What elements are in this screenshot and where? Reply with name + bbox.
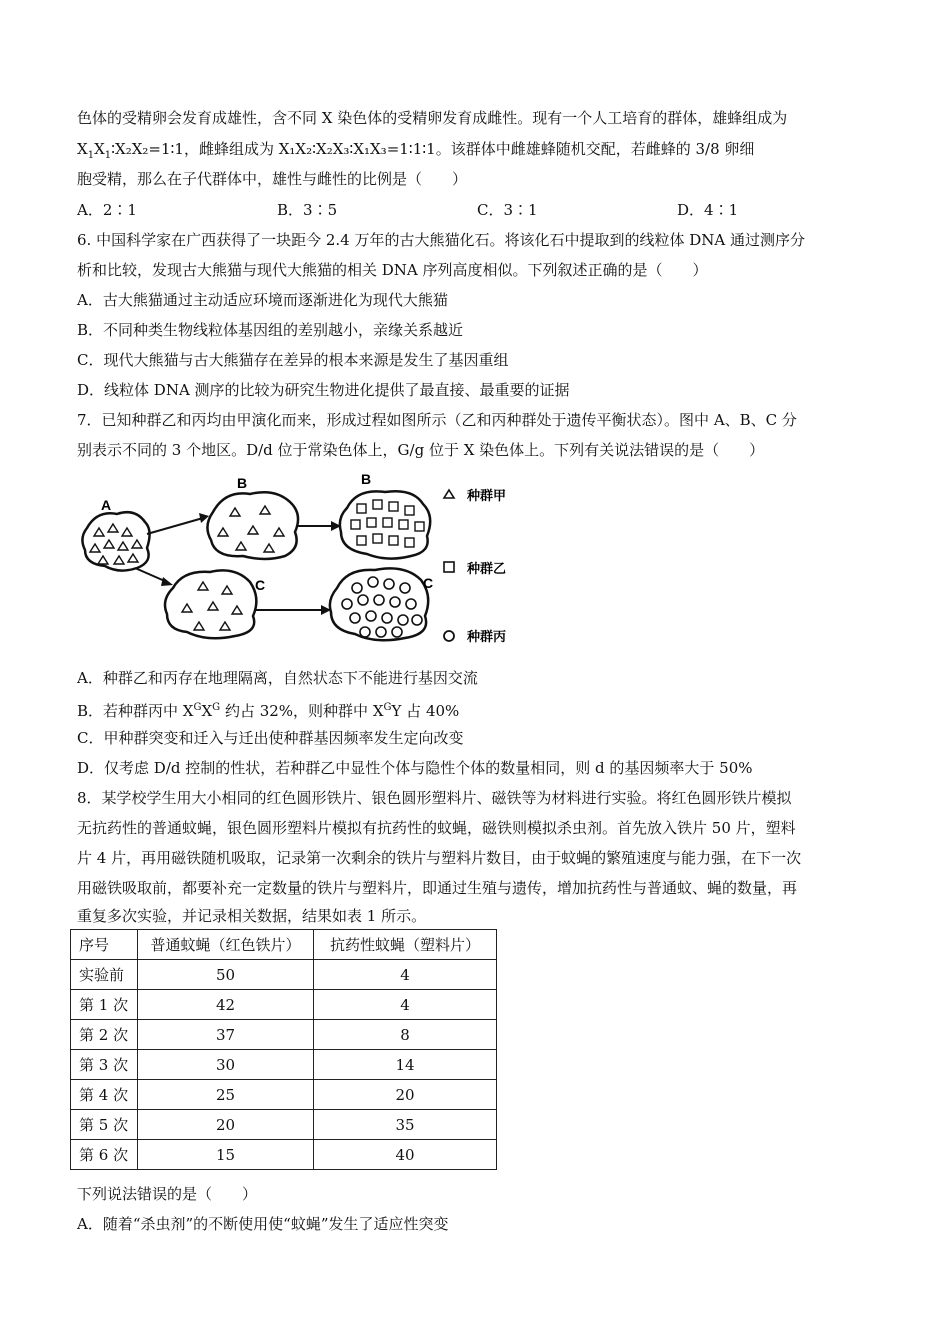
legend-population-bing: 种群丙 (467, 630, 507, 645)
table-cell: 35 (314, 1110, 497, 1140)
table-cell: 15 (138, 1140, 314, 1170)
table-row (71, 1050, 497, 1080)
q5-line-1: 色体的受精卵会发育成雄性，含不同 X 染色体的受精卵发育成雌性。现有一个人工培育的群体，雄蜂组成为 (77, 109, 788, 127)
q6-option-a: A．古大熊猫通过主动适应环境而逐渐进化为现代大熊猫 (77, 291, 448, 309)
table-header-row (71, 930, 497, 960)
q6-stem-line-2: 析和比较，发现古大熊猫与现代大熊猫的相关 DNA 序列高度相似。下列叙述正确的是（ ） (77, 261, 708, 279)
q7-stem-line-2: 别表示不同的 3 个地区。D/d 位于常染色体上，G/g 位于 X 染色体上。下列有关说法错误的是（ ） (77, 441, 765, 459)
label-b2: B (361, 471, 372, 487)
table-cell: 14 (314, 1050, 497, 1080)
table-cell: 第 2 次 (71, 1020, 138, 1050)
table-cell: 第 5 次 (71, 1110, 138, 1140)
legend-population-jia: 种群甲 (467, 489, 507, 504)
label-a: A (101, 497, 112, 513)
experiment-results-table (70, 929, 497, 1170)
region-c-blob (165, 570, 256, 638)
q7-option-d: D．仅考虑 D/d 控制的性状，若种群乙中显性个体与隐性个体的数量相同，则 d 的基因频率大于 50% (77, 759, 753, 777)
q5-line-2: $X_1X_1∶X_2X_2=1∶1$，雌蜂组成为 X₁X₂∶X₂X₃∶X₁X₃=1∶1∶1。该群体中雌雄蜂随机交配，若雌蜂的 3/8 卵细 (77, 140, 755, 161)
q5-option-a: A．2∶1 (77, 201, 137, 219)
legend-population-yi: 种群乙 (467, 562, 507, 577)
q5-option-b: B．3∶5 (277, 201, 338, 219)
q8-stem-line-1: 8．某学校学生用大小相同的红色圆形铁片、银色圆形塑料片、磁铁等为材料进行实验。将红色圆形铁片模拟 (77, 789, 792, 807)
q6-option-c: C．现代大熊猫与古大熊猫存在差异的根本来源是发生了基因重组 (77, 351, 509, 369)
q5-option-d: D．4∶1 (677, 201, 739, 219)
q5-options (77, 200, 877, 220)
population-evolution-figure (75, 470, 535, 660)
table-row (71, 1080, 497, 1110)
table-cell: 30 (138, 1050, 314, 1080)
q5-option-c: C．3∶1 (477, 201, 538, 219)
legend-circle-icon (444, 631, 454, 641)
arrow-a-to-c (135, 568, 167, 582)
table-cell: 50 (138, 960, 314, 990)
q7-option-b: B．若种群丙中 $X^GX^G$ 约占 32%，则种群中 $X^GY$ 占 40% (77, 702, 460, 720)
label-c: C (255, 577, 266, 593)
table-row (71, 990, 497, 1020)
legend-square-icon (444, 562, 454, 572)
table-row (71, 1020, 497, 1050)
header-index: 序号 (71, 930, 138, 960)
evolution-diagram (75, 470, 535, 660)
table-row (71, 1110, 497, 1140)
q6-option-b: B．不同种类生物线粒体基因组的差别越小，亲缘关系越近 (77, 321, 464, 339)
region-b2-blob (340, 491, 430, 558)
q8-stem-line-2: 无抗药性的普通蚊蝇，银色圆形塑料片模拟有抗药性的蚊蝇，磁铁则模拟杀虫剂。首先放入铁片 50 片，塑料 (77, 819, 796, 837)
legend-triangle-icon (444, 490, 454, 498)
table-cell: 4 (314, 960, 497, 990)
table-cell: 第 6 次 (71, 1140, 138, 1170)
table-cell: 25 (138, 1080, 314, 1110)
table-cell: 37 (138, 1020, 314, 1050)
table-cell: 20 (314, 1080, 497, 1110)
q5-line-3: 胞受精，那么在子代群体中，雄性与雌性的比例是（ ） (77, 170, 468, 188)
table-cell: 第 1 次 (71, 990, 138, 1020)
q7-stem-line-1: 7．已知种群乙和丙均由甲演化而来，形成过程如图所示（乙和丙种群处于遗传平衡状态）。图中 A、B、C 分 (77, 411, 797, 429)
table-cell: 实验前 (71, 960, 138, 990)
table-row (71, 960, 497, 990)
label-c2: C (423, 575, 434, 591)
q8-stem-line-4: 用磁铁吸取前，都要补充一定数量的铁片与塑料片，即通过生殖与遗传，增加抗药性与普通蚊、蝇的数量，再 (77, 879, 798, 897)
q8-stem-line-3: 片 4 片，再用磁铁随机吸取，记录第一次剩余的铁片与塑料片数目，由于蚊蝇的繁殖速度与能力强，在下一次 (77, 849, 802, 867)
table-row (71, 1140, 497, 1170)
table-cell: 20 (138, 1110, 314, 1140)
q8-question-prompt: 下列说法错误的是（ ） (77, 1185, 258, 1203)
table-cell: 第 3 次 (71, 1050, 138, 1080)
table-cell: 40 (314, 1140, 497, 1170)
q6-option-d: D．线粒体 DNA 测序的比较为研究生物进化提供了最直接、最重要的证据 (77, 381, 570, 399)
q6-stem-line-1: 6. 中国科学家在广西获得了一块距今 2.4 万年的古大熊猫化石。将该化石中提取到的线粒体 DNA 通过测序分 (77, 231, 805, 249)
table-cell: 第 4 次 (71, 1080, 138, 1110)
q8-stem-line-5: 重复多次实验，并记录相关数据，结果如表 1 所示。 (77, 907, 427, 925)
q7-option-a: A．种群乙和丙存在地理隔离，自然状态下不能进行基因交流 (77, 669, 478, 687)
q7-option-c: C．甲种群突变和迁入与迁出使种群基因频率发生定向改变 (77, 729, 464, 747)
header-normal-flies: 普通蚊蝇（红色铁片） (138, 930, 314, 960)
arrow-a-to-b (147, 518, 203, 534)
header-resistant-flies: 抗药性蚊蝇（塑料片） (314, 930, 497, 960)
table-cell: 8 (314, 1020, 497, 1050)
table-cell: 42 (138, 990, 314, 1020)
label-b: B (237, 475, 248, 491)
arrow-head-a-c (161, 577, 173, 586)
q8-option-a: A．随着“杀虫剂”的不断使用使“蚊蝇”发生了适应性突变 (77, 1215, 449, 1233)
table-cell: 4 (314, 990, 497, 1020)
